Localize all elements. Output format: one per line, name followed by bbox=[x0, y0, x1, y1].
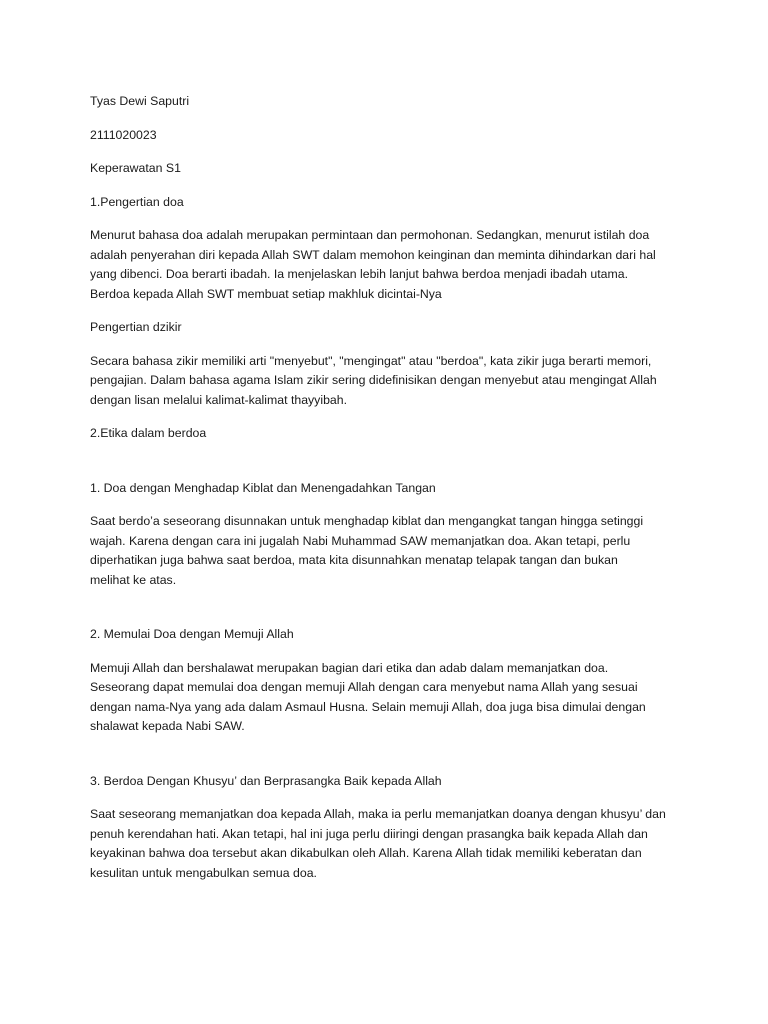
paragraph-line: Menurut bahasa doa adalah merupakan permintaan dan permohonan. Sedangkan, menurut istilah doa bbox=[90, 228, 650, 242]
paragraph-line: Memuji Allah dan bershalawat merupakan bagian dari etika dan adab dalam memanjatkan doa. bbox=[90, 660, 609, 675]
student-id: 2111020023 bbox=[90, 127, 157, 142]
paragraph-line: keyakinan bahwa doa tersebut akan dikabulkan oleh Allah. Karena Allah tidak memiliki keberatan dan bbox=[90, 846, 642, 860]
paragraph-line: penuh kerendahan hati. Akan tetapi, hal ini juga perlu diiringi dengan prasangka baik kepada Allah dan bbox=[90, 826, 648, 841]
author-name: Tyas Dewi Saputri bbox=[90, 94, 190, 108]
dzikir-title: Pengertian dzikir bbox=[90, 320, 182, 334]
etika-1-paragraph bbox=[90, 512, 690, 590]
section-1-paragraph bbox=[90, 226, 690, 304]
paragraph-line: Seseorang dapat memulai doa dengan memuji Allah dengan cara menyebut nama Allah yang sesuai bbox=[90, 680, 638, 694]
paragraph-line: Secara bahasa zikir memiliki arti "menyebut", "mengingat" atau "berdoa", kata zikir juga berarti memori, bbox=[90, 353, 652, 368]
study-program: Keperawatan S1 bbox=[90, 161, 181, 175]
paragraph-line: diperhatikan juga bahwa saat berdoa, mata kita disunnahkan menatap telapak tangan dan bukan bbox=[90, 553, 618, 567]
paragraph-line: melihat ke atas. bbox=[90, 572, 177, 587]
paragraph-line: dengan nama-Nya yang ada dalam Asmaul Husna. Selain memuji Allah, doa juga bisa dimulai dengan bbox=[90, 699, 646, 714]
paragraph-line: Saat berdo’a seseorang disunnakan untuk menghadap kiblat dan mengangkat tangan hingga setinggi bbox=[90, 514, 644, 528]
section-2-title: 2.Etika dalam berdoa bbox=[90, 426, 207, 440]
spacer bbox=[90, 751, 690, 772]
etika-2-paragraph bbox=[90, 659, 690, 737]
etika-3-paragraph bbox=[90, 805, 690, 883]
etika-3-title: 3. Berdoa Dengan Khusyu’ dan Berprasangka Baik kepada Allah bbox=[90, 773, 442, 788]
paragraph-line: shalawat kepada Nabi SAW. bbox=[90, 719, 245, 733]
paragraph-line: kesulitan untuk mengabulkan semua doa. bbox=[90, 865, 317, 880]
paragraph-line: Berdoa kepada Allah SWT membuat setiap makhluk dicintai-Nya bbox=[90, 286, 442, 301]
dzikir-paragraph bbox=[90, 352, 690, 411]
paragraph-line: Saat seseorang memanjatkan doa kepada Allah, maka ia perlu memanjatkan doanya dengan khusyu’ dan bbox=[90, 807, 666, 821]
spacer bbox=[90, 458, 690, 479]
paragraph-line: dengan lisan melalui kalimat-kalimat thayyibah. bbox=[90, 392, 347, 407]
section-1-title: 1.Pengertian doa bbox=[90, 194, 184, 209]
paragraph-line: adalah penyerahan diri kepada Allah SWT dalam memohon keinginan dan meminta dihindarkan dari hal bbox=[90, 247, 656, 262]
spacer bbox=[90, 604, 690, 625]
paragraph-line: wajah. Karena dengan cara ini jugalah Nabi Muhammad SAW memanjatkan doa. Akan tetapi, perlu bbox=[90, 533, 631, 548]
etika-2-title: 2. Memulai Doa dengan Memuji Allah bbox=[90, 627, 294, 641]
paragraph-line: pengajian. Dalam bahasa agama Islam zikir sering didefinisikan dengan menyebut atau mengingat Allah bbox=[90, 373, 657, 387]
etika-1-title: 1. Doa dengan Menghadap Kiblat dan Menengadahkan Tangan bbox=[90, 480, 436, 495]
paragraph-line: yang dibenci. Doa berarti ibadah. Ia menjelaskan lebih lanjut bahwa berdoa menjadi ibadah utama. bbox=[90, 267, 629, 281]
document-body bbox=[90, 92, 690, 897]
